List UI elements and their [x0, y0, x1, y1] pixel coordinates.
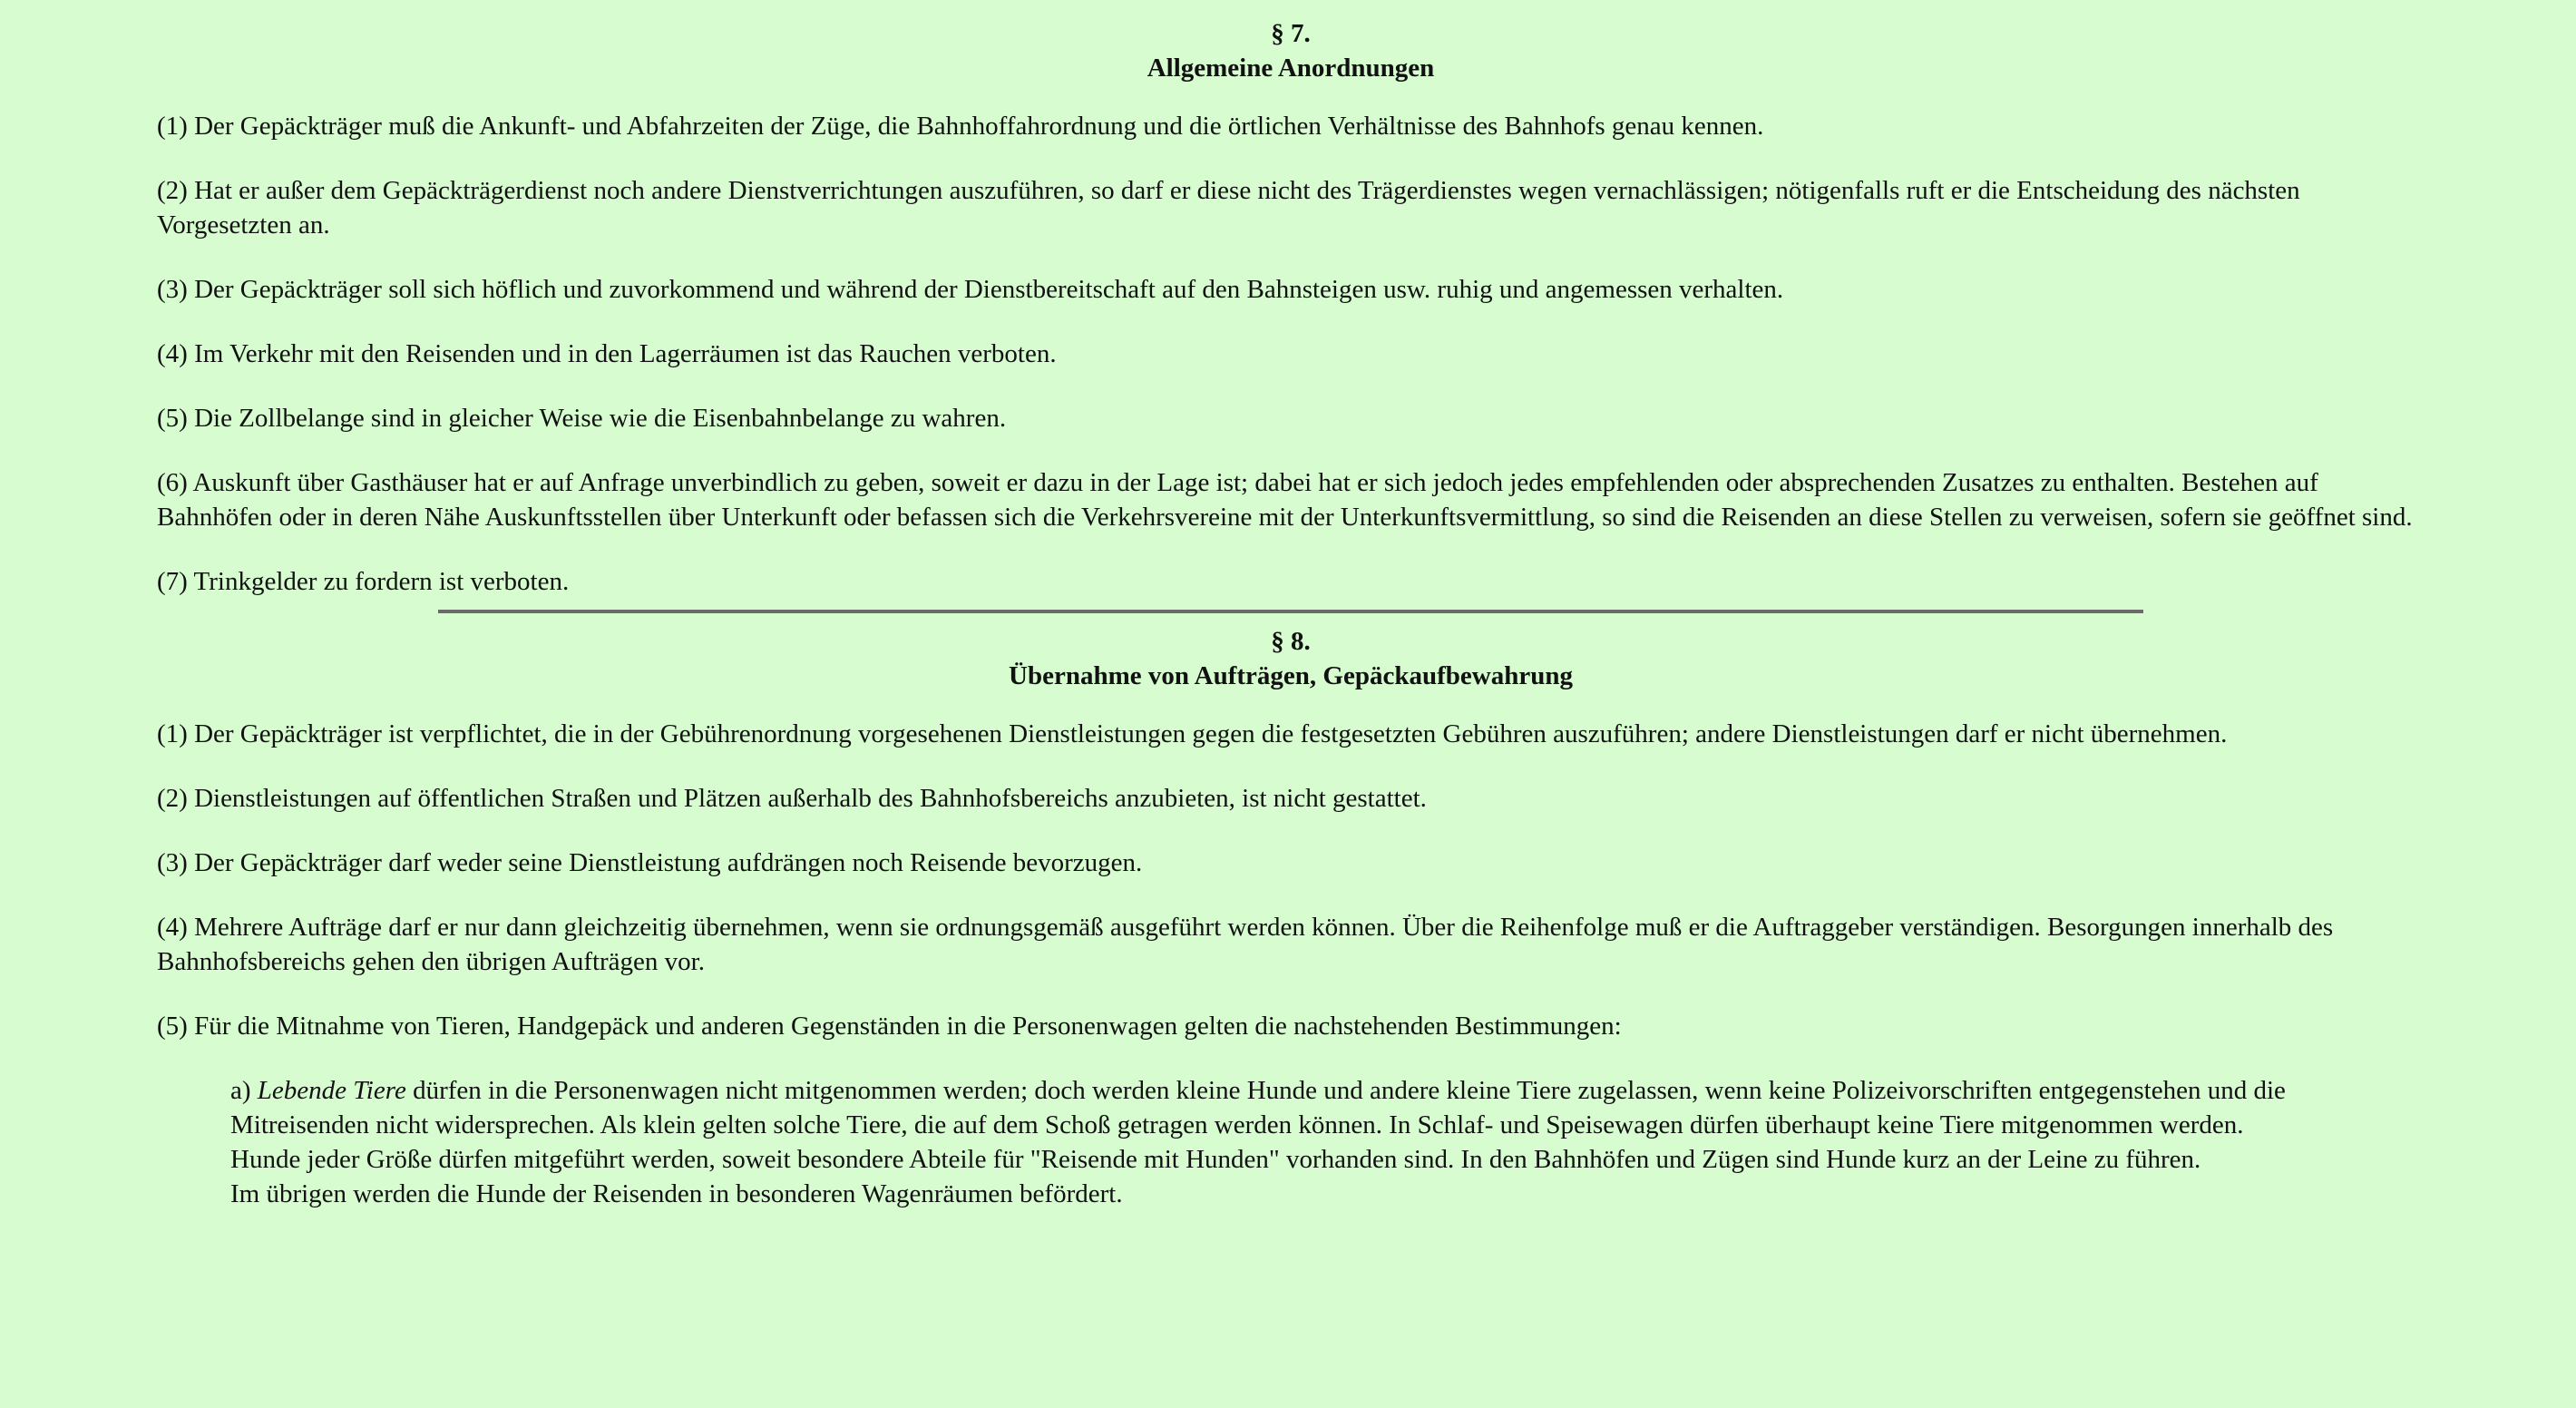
section-8-number: § 8.: [1271, 627, 1311, 656]
subparagraph-a-line-3: Im übrigen werden die Hunde der Reisenden in besonderen Wagenräumen befördert.: [230, 1179, 1123, 1208]
section-7-paragraph-3: (3) Der Gepäckträger soll sich höflich und zuvorkommend und während der Dienstbereitschaft auf den Bahnsteigen usw. ruhig und angemessen verhalten.: [157, 275, 1784, 304]
section-8-paragraph-4: (4) Mehrere Aufträge darf er nur dann gleichzeitig übernehmen, wenn sie ordnungsgemäß ausgeführt werden können. Über die Reihenfolge muß er die Auftraggeber verständigen. Besorgungen innerhalb des Bahnhofsbereichs gehen den übrigen Aufträgen vor.: [157, 913, 2334, 976]
section-8-paragraph-2: (2) Dienstleistungen auf öffentlichen Straßen und Plätzen außerhalb des Bahnhofsbereichs anzubieten, ist nicht gestattet.: [157, 784, 1427, 813]
section-7-paragraph-4: (4) Im Verkehr mit den Reisenden und in den Lagerräumen ist das Rauchen verboten.: [157, 339, 1057, 368]
document-content: [157, 16, 2425, 1211]
section-divider: [438, 610, 2143, 613]
section-8-paragraph-3: (3) Der Gepäckträger darf weder seine Dienstleistung aufdrängen noch Reisende bevorzugen.: [157, 848, 1143, 877]
section-7-paragraph-6: (6) Auskunft über Gasthäuser hat er auf Anfrage unverbindlich zu geben, soweit er dazu in der Lage ist; dabei hat er sich jedoch jedes empfehlenden oder absprechenden Zusatzes zu enthalten. Bestehen auf Bahnhöfen oder in deren Nähe Auskunftsstellen über Unterkunft oder befassen sich die Verkehrsvereine mit der Unterkunftsvermittlung, so sind die Reisenden an diese Stellen zu verweisen, sofern sie geöffnet sind.: [157, 468, 2413, 532]
section-7-title: Allgemeine Anordnungen: [1147, 54, 1435, 83]
section-8-subparagraph-a: [230, 1073, 2398, 1211]
subparagraph-a-text: dürfen in die Personenwagen nicht mitgenommen werden; doch werden kleine Hunde und andere kleine Tiere zugelassen, wenn keine Polizeivorschriften entgegenstehen und die Mitreisenden nicht widersprechen. Als klein gelten solche Tiere, die auf dem Schoß getragen werden können. In Schlaf- und Speisewagen dürfen überhaupt keine Tiere mitgenommen werden.: [230, 1076, 2286, 1139]
section-8-paragraph-1: (1) Der Gepäckträger ist verpflichtet, die in der Gebührenordnung vorgesehenen Dienstleistungen gegen die festgesetzten Gebühren auszuführen; andere Dienstleistungen darf er nicht übernehmen.: [157, 719, 2228, 748]
section-7-paragraph-5: (5) Die Zollbelange sind in gleicher Weise wie die Eisenbahnbelange zu wahren.: [157, 404, 1007, 433]
subparagraph-a-prefix: a): [230, 1076, 258, 1105]
section-8-paragraph-5: (5) Für die Mitnahme von Tieren, Handgepäck und anderen Gegenständen in die Personenwagen gelten die nachstehenden Bestimmungen:: [157, 1012, 1622, 1041]
section-7-paragraph-2: (2) Hat er außer dem Gepäckträgerdienst noch andere Dienstverrichtungen auszuführen, so darf er diese nicht des Trägerdienstes wegen vernachlässigen; nötigenfalls ruft er die Entscheidung des nächsten Vorgesetzten an.: [157, 176, 2300, 240]
section-8-heading: [157, 624, 2425, 693]
section-7-paragraph-7: (7) Trinkgelder zu fordern ist verboten.: [157, 567, 570, 596]
subparagraph-a-line-1: [230, 1073, 2398, 1142]
section-8-title: Übernahme von Aufträgen, Gepäckaufbewahrung: [1009, 661, 1573, 690]
section-7-paragraph-1: (1) Der Gepäckträger muß die Ankunft- und Abfahrzeiten der Züge, die Bahnhoffahrordnung und die örtlichen Verhältnisse des Bahnhofs genau kennen.: [157, 112, 1764, 141]
section-7-number: § 7.: [1271, 19, 1311, 48]
subparagraph-a-line-2: Hunde jeder Größe dürfen mitgeführt werden, soweit besondere Abteile für "Reisende mit Hunden" vorhanden sind. In den Bahnhöfen und Zügen sind Hunde kurz an der Leine zu führen.: [230, 1145, 2201, 1174]
subparagraph-a-term: Lebende Tiere: [257, 1076, 406, 1105]
section-7-heading: [157, 16, 2425, 85]
